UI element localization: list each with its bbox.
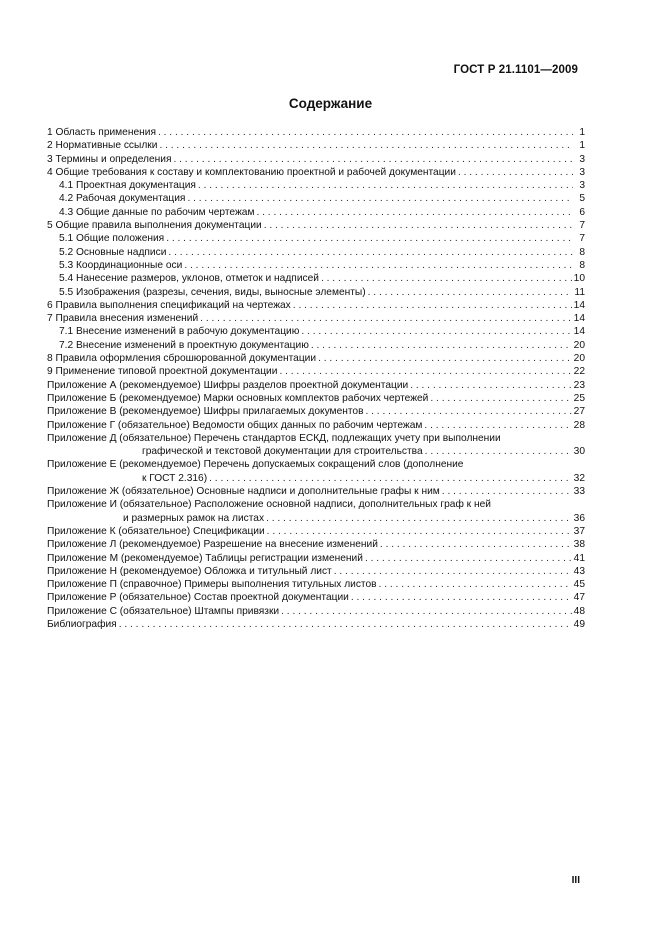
toc-entry-page: 23 bbox=[573, 379, 585, 391]
toc-entry-title: 5.3 Координационные оси bbox=[59, 259, 183, 271]
toc-entry[interactable] bbox=[47, 365, 585, 378]
toc-entry-page: 14 bbox=[573, 313, 585, 325]
toc-entry-title: Приложение В (рекомендуемое) Шифры прилагаемых документов bbox=[47, 406, 364, 418]
toc-entry[interactable] bbox=[47, 512, 585, 525]
dot-leader bbox=[301, 325, 571, 338]
toc-entry-page: 22 bbox=[573, 366, 585, 378]
dot-leader bbox=[365, 405, 571, 418]
toc-entry-page: 7 bbox=[579, 233, 585, 245]
toc-entry-page: 28 bbox=[573, 419, 585, 431]
toc-entry[interactable] bbox=[47, 525, 585, 538]
toc-entry[interactable] bbox=[47, 538, 585, 551]
toc-entry-title: Приложение С (обязательное) Штампы привязки bbox=[47, 605, 280, 617]
toc-entry-title: 1 Область применения bbox=[47, 127, 156, 138]
dot-leader bbox=[318, 352, 572, 365]
toc-entry[interactable] bbox=[47, 192, 585, 205]
toc-entry-page: 6 bbox=[579, 206, 585, 218]
toc-entry-page: 11 bbox=[574, 286, 585, 298]
dot-leader bbox=[458, 166, 573, 179]
toc-entry-page: 47 bbox=[573, 592, 585, 604]
toc-entry[interactable] bbox=[47, 325, 585, 338]
toc-entry-page: 43 bbox=[573, 565, 585, 577]
toc-entry-page: 27 bbox=[573, 406, 585, 418]
dot-leader bbox=[256, 206, 573, 219]
toc-entry-title: Приложение А (рекомендуемое) Шифры разделов проектной документации bbox=[47, 379, 409, 391]
dot-leader bbox=[279, 365, 571, 378]
dot-leader bbox=[365, 552, 572, 565]
toc-entry-page: 14 bbox=[573, 326, 585, 338]
toc-entry[interactable] bbox=[47, 578, 585, 591]
toc-entry-heading: Приложение И (обязательное) Расположение основной надписи, дополнительных граф к ней bbox=[47, 499, 491, 511]
dot-leader bbox=[379, 578, 572, 591]
dot-leader bbox=[293, 299, 572, 312]
toc-entry-title: и размерных рамок на листах bbox=[123, 512, 265, 524]
toc-entry-page: 41 bbox=[573, 552, 585, 564]
toc-entry[interactable] bbox=[47, 591, 585, 604]
toc-entry-title: 3 Термины и определения bbox=[47, 153, 172, 165]
toc-entry[interactable] bbox=[47, 405, 585, 418]
toc-entry-page: 1 bbox=[579, 127, 585, 138]
toc-entry-page: 5 bbox=[579, 193, 585, 205]
toc-entry[interactable] bbox=[47, 445, 585, 458]
dot-leader bbox=[184, 259, 573, 272]
dot-leader bbox=[200, 312, 572, 325]
toc-entry[interactable] bbox=[47, 339, 585, 352]
toc-entry-title: 4 Общие требования к составу и комплектованию проектной и рабочей документации bbox=[47, 166, 456, 178]
document-id: ГОСТ Р 21.1101—2009 bbox=[453, 64, 578, 76]
toc-entry-page: 25 bbox=[573, 392, 585, 404]
dot-leader bbox=[267, 525, 572, 538]
toc-entry-title: Приложение Г (обязательное) Ведомости общих данных по рабочим чертежам bbox=[47, 419, 423, 431]
toc-entry-title: Приложение М (рекомендуемое) Таблицы регистрации изменений bbox=[47, 552, 363, 564]
dot-leader bbox=[159, 139, 573, 152]
toc-entry[interactable] bbox=[47, 232, 585, 245]
toc-entry-title: 7 Правила внесения изменений bbox=[47, 313, 199, 325]
toc-entry-page: 37 bbox=[573, 525, 585, 537]
toc-entry-heading: Приложение Е (рекомендуемое) Перечень допускаемых сокращений слов (дополнение bbox=[47, 459, 464, 471]
dot-leader bbox=[281, 605, 572, 618]
toc-entry[interactable] bbox=[47, 312, 585, 325]
toc-entry-page: 20 bbox=[573, 353, 585, 365]
dot-leader bbox=[442, 485, 572, 498]
toc-title: Содержание bbox=[288, 96, 373, 111]
dot-leader bbox=[311, 339, 572, 352]
toc-entry[interactable] bbox=[47, 219, 585, 232]
toc-entry[interactable] bbox=[47, 166, 585, 179]
toc-entry[interactable] bbox=[47, 472, 585, 485]
toc-entry-page: 36 bbox=[573, 512, 585, 524]
toc-entry-title: Приложение Ж (обязательное) Основные надписи и дополнительные графы к ним bbox=[47, 486, 440, 498]
toc-entry[interactable] bbox=[47, 206, 585, 219]
toc-entry[interactable] bbox=[47, 272, 585, 285]
toc-entry-title: Приложение Б (рекомендуемое) Марки основных комплектов рабочих чертежей bbox=[47, 392, 429, 404]
toc-entry-title: 4.2 Рабочая документация bbox=[59, 193, 186, 205]
dot-leader bbox=[425, 445, 572, 458]
dot-leader bbox=[430, 392, 571, 405]
toc-entry-page: 32 bbox=[573, 472, 585, 484]
dot-leader bbox=[173, 153, 573, 166]
toc-entry-page: 10 bbox=[573, 273, 585, 285]
dot-leader bbox=[187, 192, 573, 205]
toc-entry-page: 45 bbox=[573, 579, 585, 591]
toc-entry[interactable] bbox=[47, 286, 585, 299]
dot-leader bbox=[368, 286, 573, 299]
dot-leader bbox=[380, 538, 572, 551]
dot-leader bbox=[321, 272, 572, 285]
toc-entry[interactable] bbox=[47, 352, 585, 365]
toc-entry-title: Библиография bbox=[47, 618, 117, 630]
toc-entry-page: 1 bbox=[579, 140, 585, 152]
dot-leader bbox=[158, 126, 573, 139]
toc-entry[interactable] bbox=[47, 565, 585, 578]
toc-entry-title: 5.5 Изображения (разрезы, сечения, виды, выносные элементы) bbox=[59, 286, 366, 298]
toc-entry[interactable] bbox=[47, 552, 585, 565]
dot-leader bbox=[334, 565, 572, 578]
toc-entry-page: 8 bbox=[579, 259, 585, 271]
dot-leader bbox=[119, 618, 572, 631]
dot-leader bbox=[410, 379, 571, 392]
toc-entry[interactable] bbox=[47, 126, 585, 139]
toc-entry-page: 48 bbox=[573, 605, 585, 617]
toc-entry-page: 49 bbox=[573, 618, 585, 630]
toc-entry-page: 14 bbox=[573, 299, 585, 311]
toc-entry-page: 3 bbox=[579, 180, 585, 192]
toc-entry[interactable] bbox=[47, 605, 585, 618]
toc-entry-title: графической и текстовой документации для строительства bbox=[142, 446, 423, 458]
toc-entry-title: 8 Правила оформления сброшюрованной документации bbox=[47, 353, 317, 365]
toc-entry-title: 5.2 Основные надписи bbox=[59, 246, 167, 258]
dot-leader bbox=[168, 246, 573, 259]
toc-entry[interactable] bbox=[47, 153, 585, 166]
dot-leader bbox=[264, 219, 573, 232]
toc-entry-title: 7.1 Внесение изменений в рабочую документацию bbox=[59, 326, 300, 338]
toc-entry-title: Приложение П (справочное) Примеры выполнения титульных листов bbox=[47, 579, 377, 591]
toc-entry-page: 3 bbox=[579, 153, 585, 165]
dot-leader bbox=[209, 472, 572, 485]
toc-entry-title: 2 Нормативные ссылки bbox=[47, 140, 158, 152]
toc-entry-title: 6 Правила выполнения спецификаций на чертежах bbox=[47, 299, 291, 311]
toc-entry-page: 38 bbox=[573, 539, 585, 551]
toc-entry-title: Приложение Л (рекомендуемое) Разрешение на внесение изменений bbox=[47, 539, 378, 551]
dot-leader bbox=[166, 232, 573, 245]
toc-entry-page: 3 bbox=[579, 166, 585, 178]
page-number: III bbox=[571, 875, 580, 886]
toc-entry-title: Приложение К (обязательное) Спецификации bbox=[47, 525, 265, 537]
toc-entry[interactable] bbox=[47, 179, 585, 192]
toc-entry[interactable] bbox=[47, 419, 585, 432]
toc-entry-title: 9 Применение типовой проектной документации bbox=[47, 366, 278, 378]
toc-entry-title: 5 Общие правила выполнения документации bbox=[47, 220, 262, 232]
toc-entry-title: 7.2 Внесение изменений в проектную документацию bbox=[59, 339, 309, 351]
dot-leader bbox=[198, 179, 573, 192]
toc-entry-title: 5.4 Нанесение размеров, уклонов, отметок и надписей bbox=[59, 273, 319, 285]
toc-entry[interactable] bbox=[47, 485, 585, 498]
toc-entry-page: 30 bbox=[573, 446, 585, 458]
toc-entry[interactable] bbox=[47, 379, 585, 392]
toc-entry-page: 7 bbox=[579, 220, 585, 232]
toc-entry-page: 20 bbox=[573, 339, 585, 351]
toc-entry[interactable] bbox=[47, 259, 585, 272]
toc-entry-title: к ГОСТ 2.316) bbox=[142, 472, 208, 484]
toc-entry[interactable] bbox=[47, 618, 585, 631]
toc-entry[interactable] bbox=[47, 246, 585, 259]
dot-leader bbox=[424, 419, 571, 432]
toc-entry-title: 4.1 Проектная документация bbox=[59, 180, 196, 192]
toc-entry-title: Приложение Р (обязательное) Состав проектной документации bbox=[47, 592, 349, 604]
table-of-contents bbox=[47, 126, 585, 631]
toc-entry[interactable] bbox=[47, 139, 585, 152]
toc-entry-page: 33 bbox=[573, 486, 585, 498]
toc-entry-title: 5.1 Общие положения bbox=[59, 233, 165, 245]
toc-entry[interactable] bbox=[47, 392, 585, 405]
dot-leader bbox=[351, 591, 572, 604]
toc-entry-heading: Приложение Д (обязательное) Перечень стандартов ЕСКД, подлежащих учету при выполнении bbox=[47, 432, 501, 444]
toc-entry[interactable] bbox=[47, 299, 585, 312]
dot-leader bbox=[266, 512, 572, 525]
toc-entry-page: 8 bbox=[579, 246, 585, 258]
toc-entry-title: 4.3 Общие данные по рабочим чертежам bbox=[59, 206, 255, 218]
toc-entry-title: Приложение Н (рекомендуемое) Обложка и титульный лист bbox=[47, 565, 332, 577]
